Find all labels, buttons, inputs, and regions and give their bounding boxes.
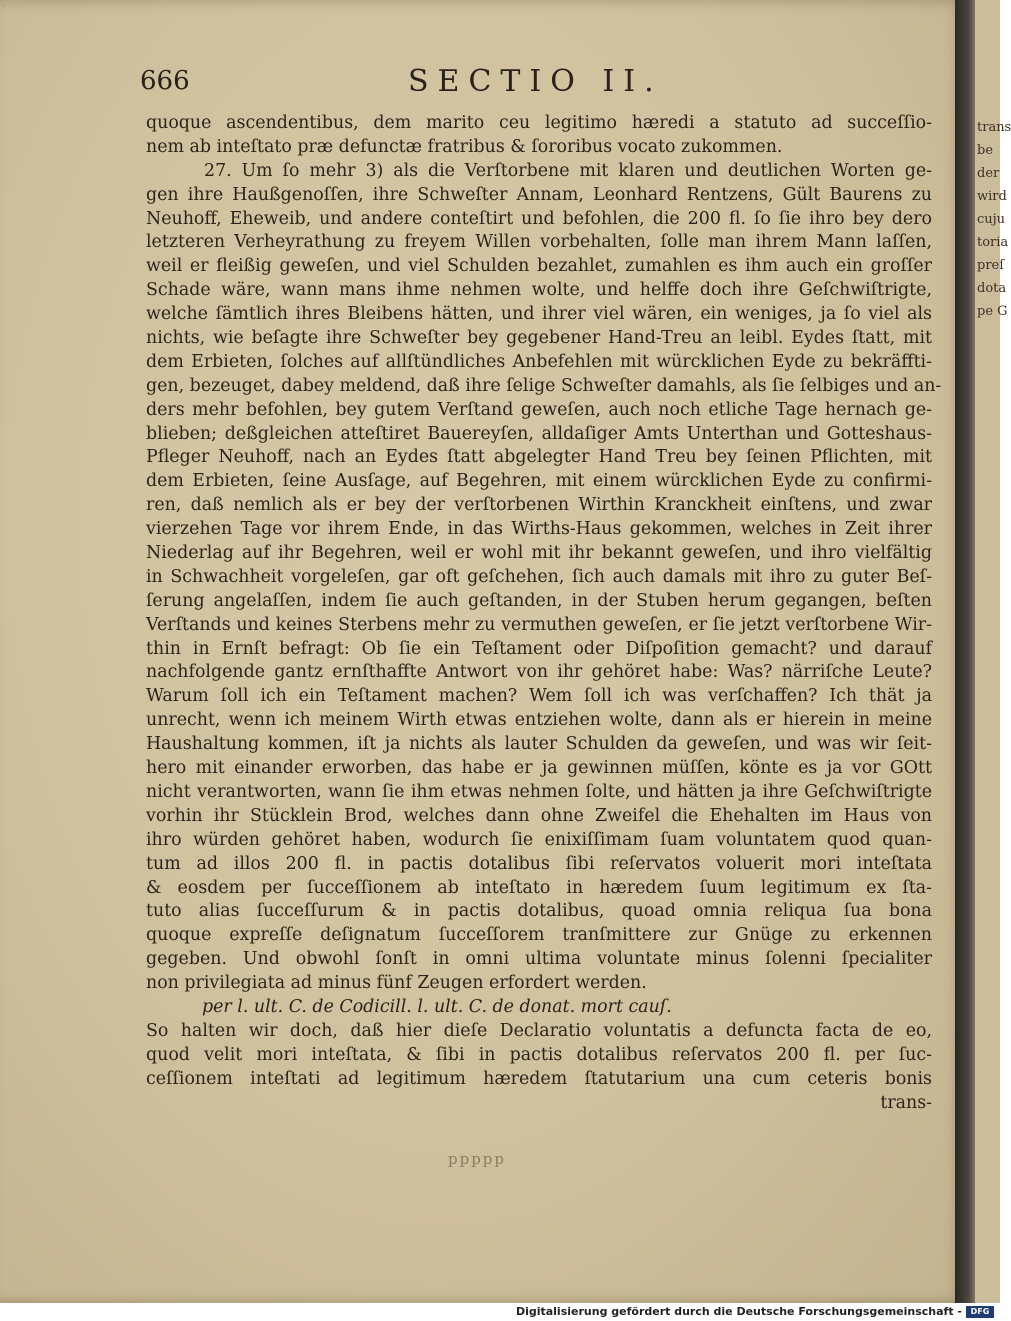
text-line: nichts, wie beſagte ihre Schweſter bey gegebener Hand-Treu an leibl. Eydes ſtatt, mit	[146, 328, 932, 349]
text-line: thin in Ernſt befragt: Ob ſie ein Teſtament oder Diſpoſition gemacht? und darauf	[146, 638, 932, 659]
text-line: blieben; deßgleichen atteſtiret Bauereyſen, alldaſiger Amts Unterthan und Gotteshaus-	[146, 423, 932, 444]
text-line: ceſſionem inteſtati ad legitimum hæredem ſtatutarium una cum ceteris bonis	[146, 1068, 932, 1089]
text-line: gegeben. Und obwohl ſonſt in omni ultima voluntate minus ſolenni ſpecialiter	[146, 949, 932, 970]
digitization-footer	[0, 1303, 1000, 1321]
dfg-logo: DFG	[966, 1306, 994, 1318]
facing-page-fragment: dota	[977, 281, 1007, 296]
citation-line: per l. ult. C. de Codicill. l. ult. C. de donat. mort cauſ.	[202, 996, 672, 1017]
text-line: quoque ascendentibus, dem marito ceu legitimo hæredi a statuto ad succeſſio-	[146, 113, 932, 133]
text-line: vierzehen Tage vor ihrem Ende, in das Wirths-Haus gekommen, welches in Zeit ihrer	[146, 519, 932, 540]
text-line: vorhin ihr Stücklein Brod, welches dann ohne Zweifel die Ehehalten im Haus von	[146, 805, 932, 826]
text-line: ihro würden gehöret haben, wodurch ſie enixiſſimam ſuam voluntatem quod quan-	[146, 829, 932, 850]
facing-page-fragment: pe G	[977, 304, 1008, 319]
text-line: ders mehr befohlen, bey gutem Verſtand geweſen, auch noch etliche Tage hernach ge-	[146, 399, 932, 420]
text-line: dem Erbieten, ſolches auf allſtündliches Anbefehlen mit würcklichen Eyde zu bekräffti-	[146, 351, 932, 372]
signature-mark: ppppp	[448, 1150, 507, 1168]
text-line: & eosdem per ſucceſſionem ab inteſtato in hæredem ſuum legitimum ex ſta-	[146, 877, 932, 898]
text-line: Pfleger Neuhoff, nach an Eydes ſtatt abgelegter Hand Treu bey ſeinen Pflichten, mit	[146, 447, 932, 468]
text-line: gen, bezeuget, dabey meldend, daß ihre ſelige Schweſter damahls, als ſie ſelbiges und an-	[146, 375, 942, 396]
text-line: Verſtands und keines Sterbens mehr zu vermuthen geweſen, er ſie jetzt verſtorbene Wir-	[146, 614, 932, 635]
facing-page-fragment: toria	[977, 235, 1009, 250]
text-line: nem ab inteſtato præ defunctæ fratribus & ſororibus vocato zukommen.	[146, 136, 783, 157]
facing-page-fragment: der	[977, 166, 1000, 181]
text-line: tuto alias ſucceſſurum & in pactis dotalibus, quoad omnia reliqua ſua bona	[146, 901, 932, 922]
library-stamp: ·	[2, 2, 5, 12]
facing-page-fragment: wird	[977, 189, 1007, 204]
text-line: Warum ſoll ich ein Teſtament machen? Wem ſoll ich was verſchaffen? Ich thät ja	[146, 686, 932, 707]
text-line: unrecht, wenn ich meinem Wirth etwas entziehen wolte, dann als er hierein in meine	[146, 710, 932, 731]
running-title: SECTIO II.	[408, 64, 663, 99]
facing-page-fragment: trans	[977, 120, 1011, 135]
text-line: 27. Um ſo mehr 3) als die Verſtorbene mit klaren und deutlichen Worten ge-	[204, 160, 932, 181]
text-line: Haushaltung kommen, iſt ja nichts als lauter Schulden da geweſen, und was wir ſeit-	[146, 734, 932, 755]
text-line: weil er fleißig geweſen, und viel Schulden bezahlet, zumahlen es ihm auch ein groſſer	[146, 256, 932, 277]
text-line: ſerung angelaſſen, indem ſie auch geſtanden, in der Stuben herum gegangen, beſten	[146, 590, 932, 611]
facing-page-fragment: cuju	[977, 212, 1006, 227]
text-line: dem Erbieten, ſeine Ausſage, auf Begehren, mit einem würcklichen Eyde zu confirmi-	[146, 471, 932, 492]
text-line: quoque expreſſe deſignatum ſucceſſorem tranſmittere zur Gnüge zu erkennen	[146, 925, 932, 946]
text-line: welche ſämtlich ihres Bleibens hätten, und ihrer viel wären, ein weniges, ja ſo viel als	[146, 304, 932, 325]
text-line: So halten wir doch, daß hier dieſe Declaratio voluntatis a defuncta facta de eo,	[146, 1020, 932, 1041]
page-number: 666	[140, 66, 190, 96]
facing-page-fragment: be	[977, 143, 994, 158]
text-line: ren, daß nemlich als er bey der verſtorbenen Wirthin Kranckheit einſtens, und zwar	[146, 495, 932, 516]
text-line: gen ihre Haußgenoſſen, ihre Schweſter Annam, Leonhard Rentzens, Gült Baurens zu	[146, 184, 932, 205]
text-line: nicht verantworten, wann ſie ihm etwas nehmen ſolte, und hätten ja ihre Geſchwiſtrigte	[146, 781, 932, 802]
funding-credit: Digitalisierung gefördert durch die Deutsche Forschungsgemeinschaft -	[515, 1305, 962, 1318]
text-line: hero mit einander erworben, das habe er ja gewinnen müſſen, könte es ja vor GOtt	[146, 758, 932, 779]
text-line: non privilegiata ad minus fünf Zeugen erfordert werden.	[146, 973, 647, 994]
text-line: Schade wäre, wann mans ihme nehmen wolte, und helffe doch ihre Geſchwiſtrigte,	[146, 280, 932, 301]
text-line: in Schwachheit vorgeleſen, gar oft geſchehen, ſich auch damals mit ihro zu guter Beſ-	[146, 566, 932, 587]
text-line: nachfolgende gantz ernſthaffte Antwort von ihr gehöret habe: Was? närriſche Leute?	[146, 662, 932, 683]
page-header	[140, 64, 940, 104]
text-line: Niederlag auf ihr Begehren, weil er wohl mit ihr bekannt geweſen, und ihro vielfältig	[146, 543, 932, 564]
text-line: letzteren Verheyrathung zu freyem Willen vorbehalten, ſolle man ihrem Mann laſſen,	[146, 232, 932, 253]
text-line: quod velit mori inteſtata, & ſibi in pactis dotalibus reſervatos 200 fl. per ſuc-	[146, 1044, 932, 1065]
catchword: trans-	[880, 1092, 932, 1113]
text-line: tum ad illos 200 fl. in pactis dotalibus ſibi reſervatos voluerit mori inteſtata	[146, 853, 932, 874]
facing-page-edge	[975, 0, 1011, 1303]
page-body	[146, 112, 942, 1115]
facing-page-fragment: preſ	[977, 258, 1005, 273]
text-line: Neuhoff, Eheweib, und andere conteſtirt und befohlen, die 200 fl. ſo ſie ihro bey dero	[146, 208, 932, 229]
